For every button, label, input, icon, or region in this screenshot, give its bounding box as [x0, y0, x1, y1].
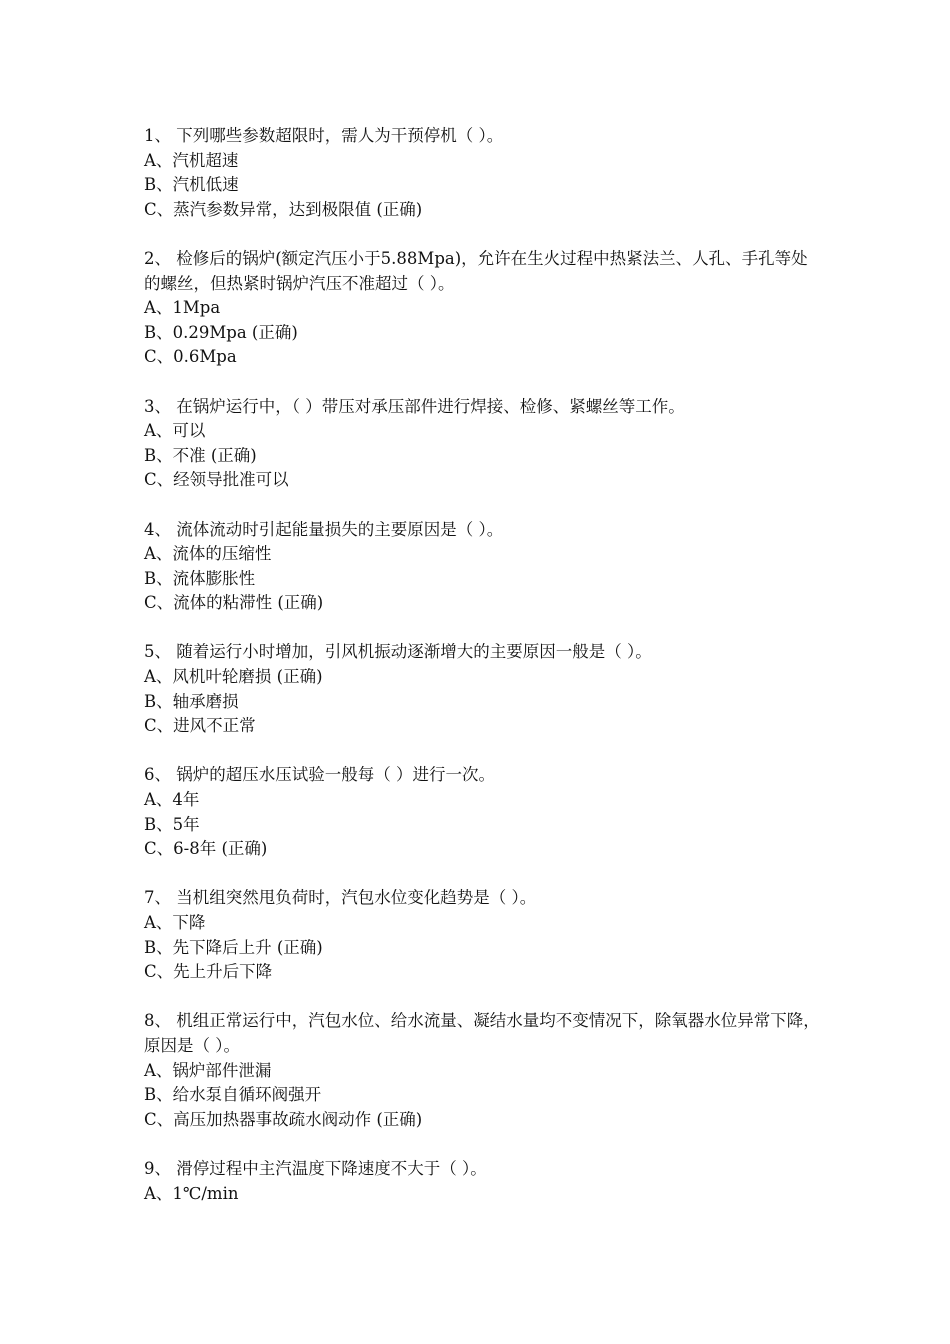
option-a: A、锅炉部件泄漏: [144, 1060, 272, 1080]
question-9: [144, 1157, 824, 1206]
question-stem: 7、 当机组突然甩负荷时，汽包水位变化趋势是（ ）。: [144, 888, 537, 908]
question-stem: 6、 锅炉的超压水压试验一般每（ ）进行一次。: [144, 765, 495, 785]
option-b: B、给水泵自循环阀强开: [144, 1085, 322, 1105]
question-3: [144, 395, 824, 493]
question-2: [144, 247, 824, 370]
option-b: B、流体膨胀性: [144, 568, 256, 588]
option-a: A、风机叶轮磨损 (正确): [144, 667, 323, 687]
option-c: C、进风不正常: [144, 716, 256, 736]
question-6: [144, 763, 824, 861]
question-stem: 8、 机组正常运行中，汽包水位、给水流量、凝结水量均不变情况下，除氧器水位异常下降，原因是（ ）。: [144, 1011, 820, 1055]
option-c: C、蒸汽参数异常，达到极限值 (正确): [144, 199, 423, 219]
option-b: B、先下降后上升 (正确): [144, 937, 323, 957]
option-b: B、5年: [144, 814, 200, 834]
option-a: A、汽机超速: [144, 150, 239, 170]
document-page: [144, 124, 824, 1231]
option-a: A、可以: [144, 421, 206, 441]
option-c: C、0.6Mpa: [144, 347, 237, 367]
option-a: A、4年: [144, 790, 200, 810]
option-c: C、流体的粘滞性 (正确): [144, 593, 324, 613]
option-a: A、下降: [144, 913, 206, 932]
option-a: A、流体的压缩性: [144, 544, 272, 564]
question-stem: 5、 随着运行小时增加，引风机振动逐渐增大的主要原因一般是（ ）。: [144, 642, 652, 662]
option-b: B、汽机低速: [144, 175, 239, 195]
question-8: [144, 1009, 824, 1132]
question-7: [144, 886, 824, 984]
question-5: [144, 640, 824, 738]
question-stem: 9、 滑停过程中主汽温度下降速度不大于（ ）。: [144, 1158, 487, 1178]
option-c: C、经领导批准可以: [144, 470, 289, 490]
option-a: A、1℃/min: [144, 1183, 239, 1203]
option-b: B、轴承磨损: [144, 691, 239, 711]
option-a: A、1Mpa: [144, 298, 221, 318]
option-b: B、0.29Mpa (正确): [144, 322, 298, 342]
option-b: B、不准 (正确): [144, 445, 257, 465]
option-c: C、先上升后下降: [144, 962, 273, 982]
option-c: C、6-8年 (正确): [144, 839, 268, 859]
question-stem: 1、 下列哪些参数超限时，需人为干预停机（ ）。: [144, 126, 504, 145]
question-stem: 4、 流体流动时引起能量损失的主要原因是（ ）。: [144, 519, 504, 539]
question-1: [144, 124, 824, 222]
question-stem: 3、 在锅炉运行中，（ ）带压对承压部件进行焊接、检修、紧螺丝等工作。: [144, 396, 685, 416]
question-4: [144, 518, 824, 616]
question-stem: 2、 检修后的锅炉(额定汽压小于5.88Mpa)，允许在生火过程中热紧法兰、人孔、手孔等处的螺丝，但热紧时锅炉汽压不准超过（ ）。: [144, 248, 808, 293]
option-c: C、高压加热器事故疏水阀动作 (正确): [144, 1109, 423, 1129]
